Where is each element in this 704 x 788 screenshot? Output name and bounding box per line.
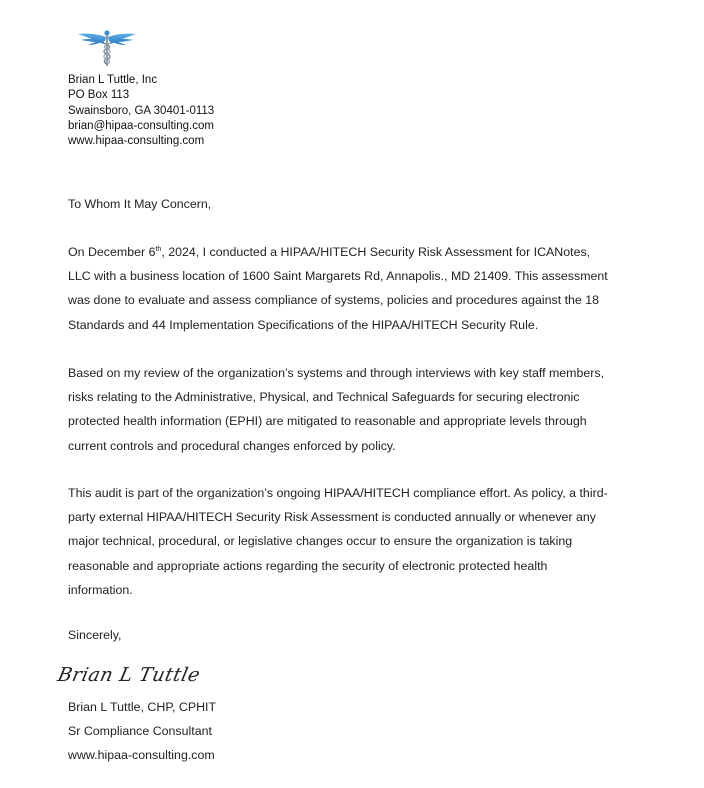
paragraph-line: information.	[68, 582, 133, 597]
text-fragment: , 2024, I conducted a HIPAA/HITECH Security Risk Assessment for ICANotes,	[161, 245, 591, 259]
paragraph-line: current controls and procedural changes enforced by policy.	[68, 438, 396, 453]
paragraph-line: protected health information (EPHI) are mitigated to reasonable and appropriate levels through	[68, 414, 587, 429]
website-link[interactable]: www.hipaa-consulting.com	[68, 135, 205, 148]
paragraph-line: LLC with a business location of 1600 Saint Margarets Rd, Annapolis., MD 21409. This assessment	[68, 269, 608, 284]
paragraph-line	[68, 240, 648, 264]
paragraph-line: was done to evaluate and assess compliance of systems, policies and procedures against the 18	[68, 293, 600, 308]
po-box: PO Box 113	[68, 89, 130, 102]
caduceus-logo	[76, 28, 138, 68]
company-name: Brian L Tuttle, Inc	[68, 74, 158, 86]
paragraph-audit-policy	[68, 481, 648, 602]
paragraph-review	[68, 361, 648, 458]
city-state-zip: Swainsboro, GA 30401-0113	[68, 104, 215, 117]
paragraph-line: party external HIPAA/HITECH Security Risk Assessment is conducted annually or whenever any	[68, 510, 596, 525]
signer-website-link[interactable]: www.hipaa-consulting.com	[68, 748, 215, 763]
handwritten-signature: Brian L Tuttle	[55, 664, 203, 686]
ordinal-suffix: th	[155, 245, 162, 253]
paragraph-assessment	[68, 240, 648, 337]
letterhead-address	[68, 73, 214, 149]
email-link[interactable]: brian@hipaa-consulting.com	[68, 119, 214, 132]
signature-block	[68, 695, 216, 768]
paragraph-line: This audit is part of the organization’s ongoing HIPAA/HITECH compliance effort. As policy, a third-	[68, 486, 608, 500]
caduceus-icon	[76, 28, 138, 68]
paragraph-line: reasonable and appropriate actions regarding the security of electronic protected health	[68, 558, 548, 573]
signer-title: Sr Compliance Consultant	[68, 724, 212, 739]
salutation: To Whom It May Concern,	[68, 197, 212, 211]
text-fragment: On December 6	[68, 245, 156, 259]
paragraph-line: Standards and 44 Implementation Specifications of the HIPAA/HITECH Security Rule.	[68, 317, 539, 332]
closing: Sincerely,	[68, 628, 122, 642]
paragraph-line: risks relating to the Administrative, Physical, and Technical Safeguards for securing electronic	[68, 390, 580, 405]
paragraph-line: Based on my review of the organization’s systems and through interviews with key staff members,	[68, 366, 605, 380]
paragraph-line: major technical, procedural, or legislative changes occur to ensure the organization is taking	[68, 534, 573, 549]
signer-name: Brian L Tuttle, CHP, CPHIT	[68, 700, 217, 714]
